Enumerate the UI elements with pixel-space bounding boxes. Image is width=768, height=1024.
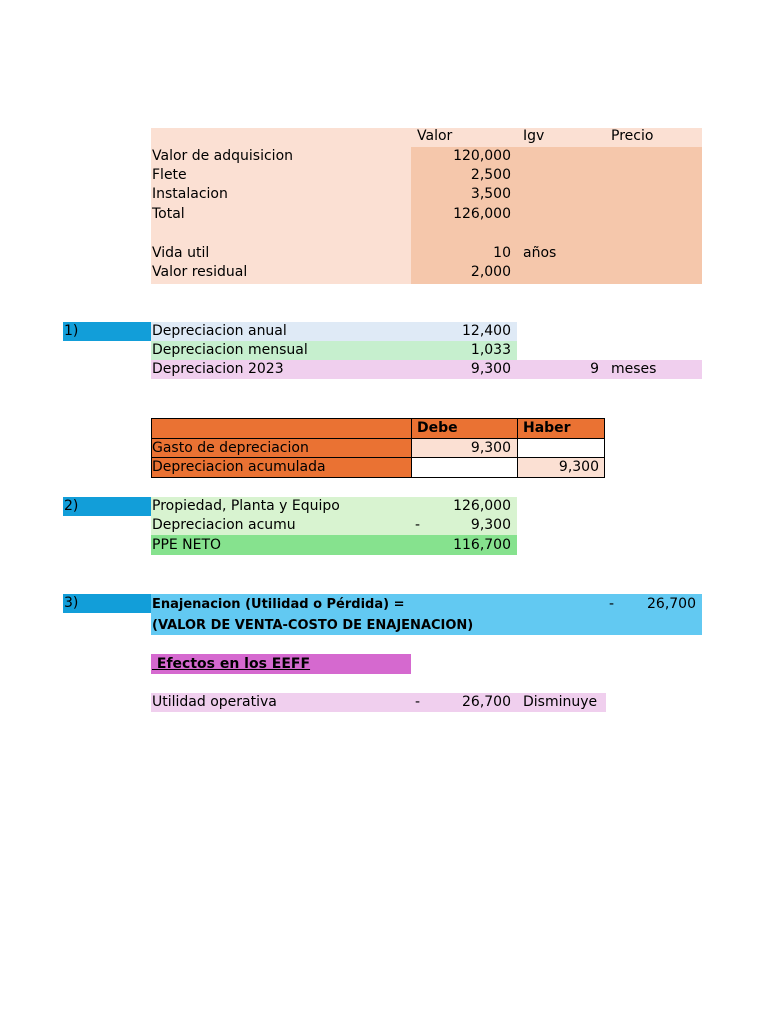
utilidad-operativa-label: Utilidad operativa xyxy=(152,694,277,710)
valor-residual-value: 2,000 xyxy=(470,264,511,280)
section1-marker-text: 1) xyxy=(64,323,79,339)
dep-2023-value: 9,300 xyxy=(470,361,511,377)
journal-header-row xyxy=(151,418,412,439)
enajenacion-line1: Enajenacion (Utilidad o Pérdida) = xyxy=(152,597,405,612)
row-valor-flete: 2,500 xyxy=(470,167,511,183)
dep-mensual-value: 1,033 xyxy=(470,342,511,358)
vida-util-unit: años xyxy=(523,245,557,261)
row-valor-instalacion: 3,500 xyxy=(470,186,511,202)
journal-row1-haber-cell xyxy=(517,438,605,458)
dep-acumu-value: 9,300 xyxy=(470,517,511,533)
section3-marker-text: 3) xyxy=(64,595,79,611)
header-igv: Igv xyxy=(523,128,545,144)
dep-2023-months: 9 xyxy=(590,361,599,377)
vida-util-label: Vida util xyxy=(152,245,210,261)
utilidad-operativa-effect: Disminuye xyxy=(523,694,598,710)
dep-2023-label: Depreciacion 2023 xyxy=(152,361,284,377)
journal-row1-label: Gasto de depreciacion xyxy=(152,440,309,456)
journal-header-debe: Debe xyxy=(417,420,458,436)
dep-mensual-label: Depreciacion mensual xyxy=(152,342,308,358)
row-label-instalacion: Instalacion xyxy=(152,186,228,202)
utilidad-operativa-sign: - xyxy=(415,694,421,710)
ppe-label: Propiedad, Planta y Equipo xyxy=(152,498,340,514)
header-valor: Valor xyxy=(417,128,453,144)
dep-2023-months-unit: meses xyxy=(611,361,657,377)
ppe-value: 126,000 xyxy=(453,498,511,514)
vida-util-value: 10 xyxy=(493,245,511,261)
journal-row2-haber: 9,300 xyxy=(558,459,599,475)
journal-header-haber: Haber xyxy=(523,420,571,436)
enajenacion-sign: - xyxy=(609,596,615,612)
ppe-neto-value: 116,700 xyxy=(453,537,511,553)
journal-row2-debe-cell xyxy=(411,457,518,478)
efectos-title: Efectos en los EEFF xyxy=(152,656,311,672)
header-precio: Precio xyxy=(611,128,654,144)
row-valor-total: 126,000 xyxy=(453,206,511,222)
enajenacion-line2: (VALOR DE VENTA-COSTO DE ENAJENACION) xyxy=(152,618,474,633)
dep-acumu-sign: - xyxy=(415,517,421,533)
valor-residual-label: Valor residual xyxy=(152,264,248,280)
dep-acumu-label: Depreciacion acumu xyxy=(152,517,296,533)
row-label-flete: Flete xyxy=(152,167,187,183)
dep-anual-label: Depreciacion anual xyxy=(152,323,287,339)
ppe-neto-label: PPE NETO xyxy=(152,537,222,553)
row-label-total: Total xyxy=(152,206,185,222)
utilidad-operativa-value: 26,700 xyxy=(462,694,511,710)
row-valor-adquisicion: 120,000 xyxy=(453,148,511,164)
journal-row1-debe: 9,300 xyxy=(470,440,511,456)
journal-row2-label: Depreciacion acumulada xyxy=(152,459,326,475)
dep-anual-value: 12,400 xyxy=(462,323,511,339)
enajenacion-value: 26,700 xyxy=(647,596,696,612)
section2-marker-text: 2) xyxy=(64,498,79,514)
row-label-adquisicion: Valor de adquisicion xyxy=(152,148,294,164)
